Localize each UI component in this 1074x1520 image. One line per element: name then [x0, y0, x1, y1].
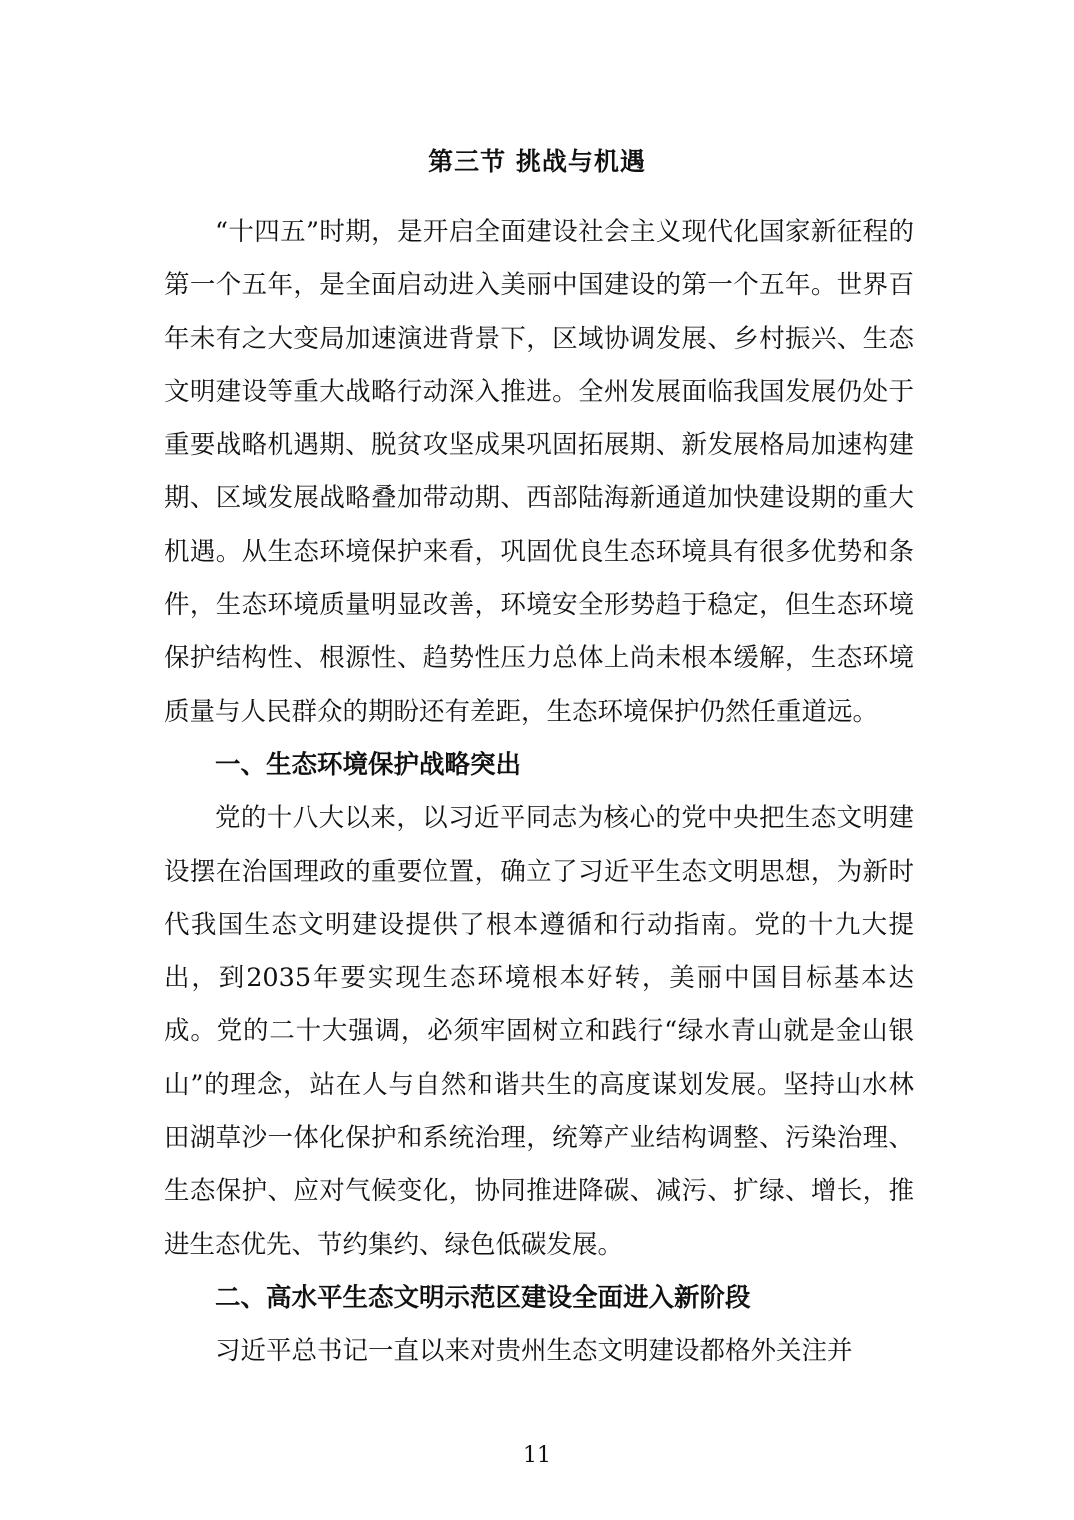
paragraph-continuation: 习近平总书记一直以来对贵州生态文明建设都格外关注并 — [215, 1336, 853, 1367]
document-body — [164, 206, 914, 1379]
paragraph-strategy: 党的十八大以来，以习近平同志为核心的党中央把生态文明建设摆在治国理政的重要位置，确立了习近平生态文明思想，为新时代我国生态文明建设提供了根本遵循和行动指南。党的十九大提出，到2035年要实现生态环境根本好转，美丽中国目标基本达成。党的二十大强调，必须牢固树立和践行“绿水青山就是金山银山”的理念，站在人与自然和谐共生的高度谋划发展。坚持山水林田湖草沙一体化保护和系统治理，统筹产业结构调整、污染治理、生态保护、应对气候变化，协同推进降碳、减污、扩绿、增长，推进生态优先、节约集约、绿色低碳发展。 — [164, 803, 914, 1260]
section-title: 第三节 挑战与机遇 — [428, 147, 646, 176]
paragraph-intro: “十四五”时期，是开启全面建设社会主义现代化国家新征程的第一个五年，是全面启动进入美丽中国建设的第一个五年。世界百年未有之大变局加速演进背景下，区域协调发展、乡村振兴、生态文明建设等重大战略行动深入推进。全州发展面临我国发展仍处于重要战略机遇期、脱贫攻坚成果巩固拓展期、新发展格局加速构建期、区域发展战略叠加带动期、西部陆海新通道加快建设期的重大机遇。从生态环境保护来看，巩固优良生态环境具有很多优势和条件，生态环境质量明显改善，环境安全形势趋于稳定，但生态环境保护结构性、根源性、趋势性压力总体上尚未根本缓解，生态环境质量与人民群众的期盼还有差距，生态环境保护仍然任重道远。 — [164, 217, 914, 727]
heading-1: 一、生态环境保护战略突出 — [215, 749, 522, 780]
heading-2: 二、高水平生态文明示范区建设全面进入新阶段 — [215, 1282, 751, 1313]
page-number: 11 — [523, 1443, 551, 1468]
